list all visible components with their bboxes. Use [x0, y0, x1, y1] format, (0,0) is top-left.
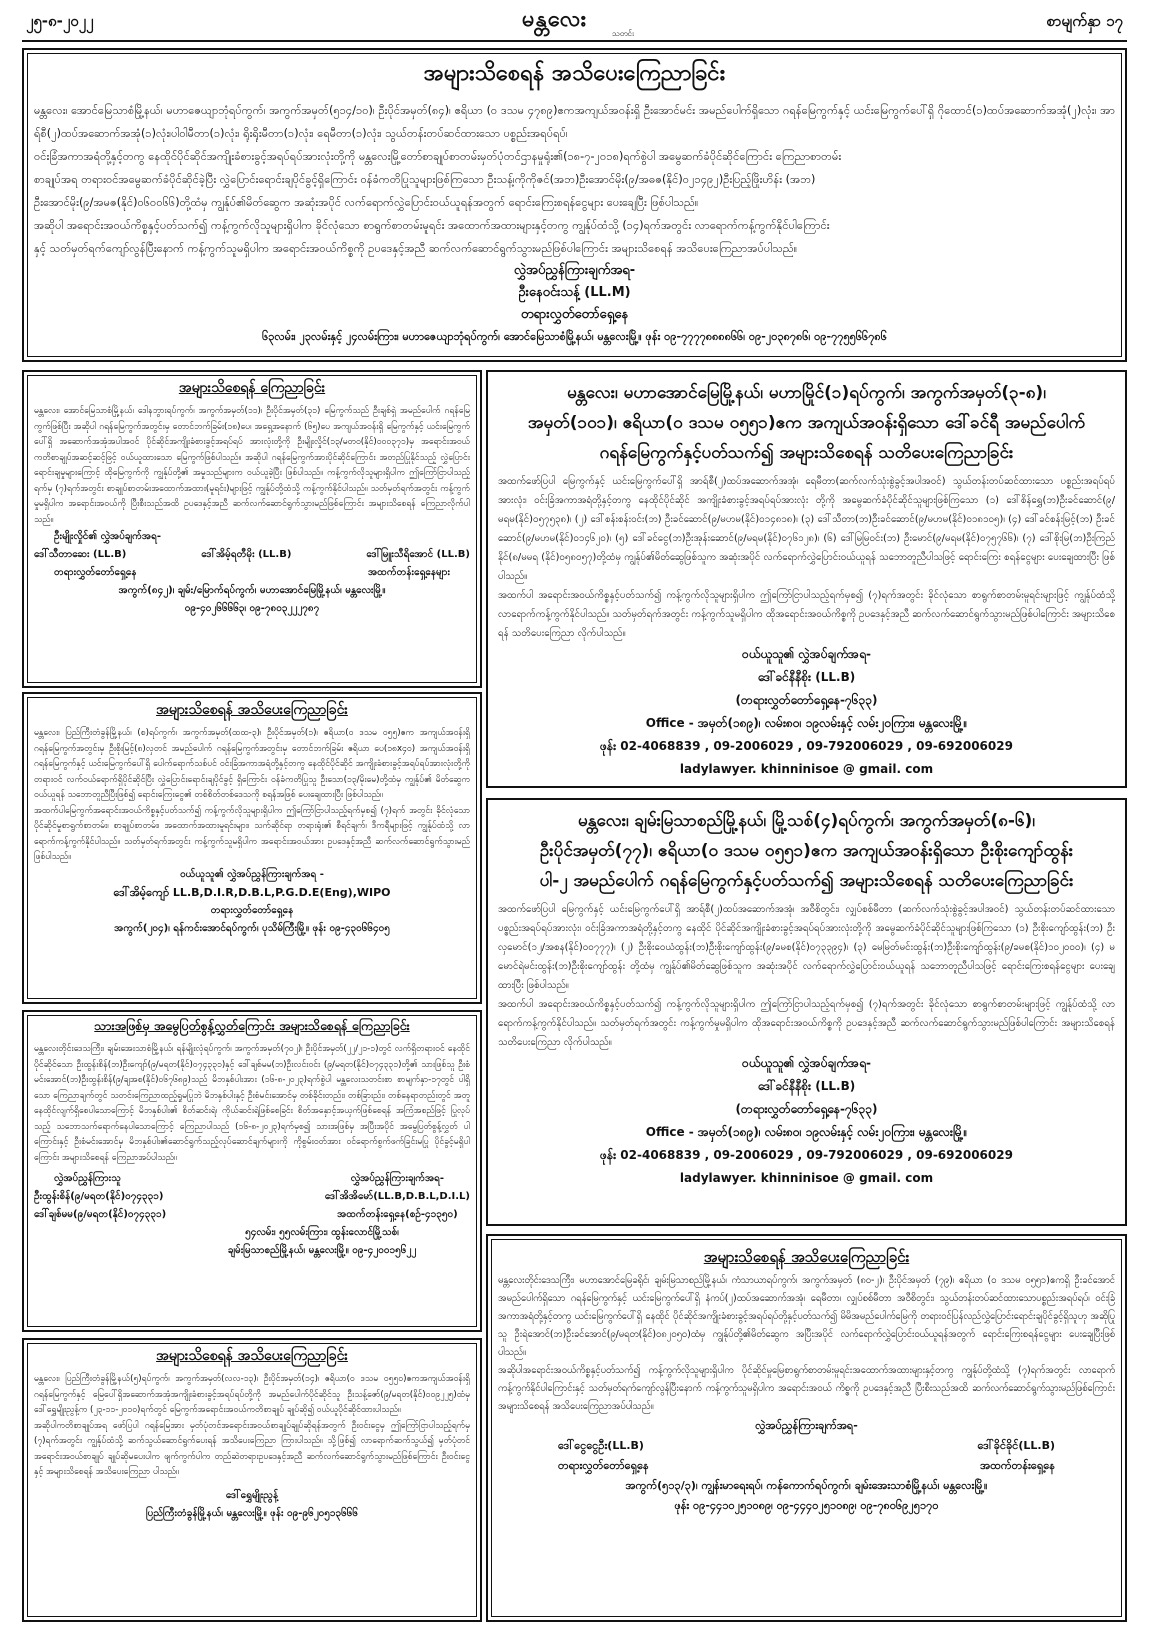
newspaper-logo-sub: သတင်း: [612, 29, 634, 38]
notice-paragraph: အဆိုပါအရောင်းအဝယ်ကိစ္စနှင့်ပတ်သက်၍ ကန့်ကွက်လိုသူများရှိပါက ပိုင်ဆိုင်မှုမြေစာရွက်စာတမ်းမူရင်းအထောက်အထားများနှင့်တကွ ကျွန်ုပ်တို့ထံသို့ (၇)ရက်အတွင်း လာရောက်ကန့်ကွက်နိုင်ပါကြောင်းနှင့် သတ်မှတ်ရက်ကျော်လွန်ပြီးနောက် ကန့်ကွက်သူမရှိပါက အရောင်းအဝယ် ကိစ္စကို ဥပဒေနှင့်အညီ ပြီးစီးသည်အထိ ဆက်လက်ဆောင်ရွက်သွားမည်ဖြစ်ကြောင်း အများသိစေရန် အသိပေးကြေညာအပ်ပါသည်။: [498, 1365, 1115, 1412]
notice-paragraph: မန္တလေး၊ အောင်မြေသာစံမြို့နယ်၊ မဟာဇေယျာဘုံရပ်ကွက်၊ အကွက်အမှတ်(၅၁၄/၁၀)၊ ဦးပိုင်အမှတ်(၈၄)၊ ဧရိယာ (၀ ဒသမ ၄၇၈၉)ဧကအကျယ်အဝန်းရှိ ဦးအောင်မင်း အမည်ပေါက်ရှိသော ဂရန်မြေကွက်နှင့် ယင်းမြေကွက်ပေါ်ရှိ ဂိုထောင်(၁)ထပ်အဆောက်အအုံ(၂)လုံး၊ အာရ်စီ(၂)ထပ်အဆောက်အအုံ(၁)လုံး၊ပါဝါမီတာ(၁)လုံး၊ ရိုးရိုးမီတာ(၁)လုံး၊ ရေမီတာ(၁)လုံး၊ သွယ်တန်းတပ်ဆင်ထားသော ပစ္စည်းအရပ်ရပ်၊: [34, 104, 1115, 140]
lawyer-title: အထက်တန်းရှေ့နေ(စဉ်-၄၁၃၅၀): [337, 1209, 458, 1220]
lawyer-address: အကွက်(၈၄၂)၊ ချမ်း/မြောက်ရပ်ကွက်၊ မဟာအောင်မြေမြို့နယ်၊ မန္တလေးမြို့။: [118, 585, 386, 596]
notice-title: အများသိစေရန် အသိပေးကြေညာခြင်း: [156, 702, 348, 718]
lawyer-title: တရားလွှတ်တော်ရှေ့နေ: [54, 567, 137, 578]
signer-label: လွှဲအပ်ညွှန်ကြားသူ: [54, 1173, 121, 1184]
notice-body: မန္တလေး၊ အောင်မြေသာစံမြို့နယ်၊ ဒေါနဘွားရပ်ကွက်၊ အကွက်အမှတ်(၁၁)၊ ဦးပိုင်အမှတ်(၃၁) မြေကွက်သည် ဦးချစ်ရှဲ အမည်ပေါက် ဂရန်မြေကွက်ဖြစ်ပြီး အဆိုပါ ဂရန်မြေကွက်အတွင်းမှ တောင်ဘက်ခြမ်း(၁၈)ပေ၊ အရှေ့အနောက် (၆၅)ပေ အကျယ်အဝန်းရှိ မြေကွက်နှင့် ယင်းမြေကွက်ပေါ်ရှိ အဆောက်အအုံအပါအဝင် ပိုင်ဆိုင်အကျိုးခံစားခွင့်အရပ်ရပ် အားလုံးတို့ကို ဦးမျိုးလှိုင်(၁၃/မတဝ(နိုင်)၀၀၀၃၇၁)မှ အရောင်းအဝယ်ကတိစာချုပ်အဆင့်ဆင့်ဖြင့် ဝယ်ယူထားသော မြေကွက်ဖြစ်ပါသည်။ အဆိုပါ ဂရန်မြေကွက်အားပိုင်ဆိုင်ကြောင်း အတည်ပြုနိုင်သည့် လွှဲပြောင်းရောင်းချမှုများကြောင့် ထိုမြေကွက်ကို ကျွန်ုပ်တို့၏ အမှုသည်များက ဝယ်ယူခဲ့ပြီး ဖြစ်ပါသည်။ ကန့်ကွက်လိုသူများရှိပါက ဤကြော်ငြာပါသည့်ရက်မှ (၇)ရက်အတွင်း စာချုပ်စာတမ်းအထောက်အထား(မူရင်း)များဖြင့် ကျွန်ုပ်တို့ထံသို့ ကန့်ကွက်နိုင်ပါသည်။ သတ်မှတ်ရက်အတွင်း ကန့်ကွက်မှုမရှိပါက အရောင်းအဝယ်ကို ပြီးစီးသည်အထိ ဥပဒေနှင့်အညီ ဆက်လက်ဆောင်ရွက်သွားမည်ဖြစ်ကြောင်း အများသိစေရန် ကြေညာလိုက်ပါသည်။: [34, 406, 470, 525]
lawyer-phone: ၀၉-၄၀၂၆၆၆၆၃၊ ၀၉-၇၈၀၃၂၂၂၇၈၇: [184, 603, 320, 614]
notice-announcement-3: [22, 692, 482, 1004]
lawyer-names-row: [34, 546, 470, 564]
notice-body: မန္တလေးတိုင်းဒေသကြီး၊ ချမ်းအေးသာစံမြို့နယ်၊ ရန်မျိုးလုံရပ်ကွက်၊ အကွက်အမှတ်(၇၀၂)၊ ဦးပိုင်အမှတ်(၂၂/၂၁-၁)တွင် လက်ရှိတရားဝင် နေထိုင်ပိုင်ဆိုင်သော ဦးထွန်းစိန်(ဘ)ဦးကျော်(၉/မရတ(နိုင်)၀၇၄၃၃၁)နှင့် ဒေါ်ချစ်မမ(ဘ)ဦးလင်းဝင်း (၉/မရတ(နိုင်)၀၇၄၃၃၁)တို့၏ သားဖြစ်သူ ဦးစံမင်းအောင်(ဘ)ဦးထွန်းစိန်(၉/ချအစ(နိုင်)၀၆၇၆၈၉)သည် မိဘနှစ်ပါးအား (၁၆-၈-၂၀၂၃)ရက်စွဲပါ မန္တလေးသတင်းစာ စာမျက်နှာ-၁၇တွင် ပါရှိသော ကြေညာချက်တွင် သတင်းကြေညာထည့်ရှုမပြုဘဲ မိဘနှစ်ပါးနှင့် ဦးစံမင်းအောင်မှ တစ်ခိုင်းတည်း၊ တစ်ခြားည်း၊ တစ်နေရာတည်းတွင် အတူနေထိုင်လျက်ရှိစေပါသောကြောင့် မိဘနှစ်ပါး၏ စိတ်ဆင်းရဲ၊ ကိုယ်ဆင်းရဲဖြစ်စေခြင်း စိတ်အနှောင့်အယှက်ဖြစ်စေရန် အကြံအစည်ဖြင့် ပြုလုပ်သည့် သဘောသက်ရောက်နေပါသောကြောင့် ကြေညာပါသည် (၁၆-၈-၂၀၂၃)ရက်မှစ၍ သားအဖြစ်မှ အပြီးအပိုင် အမွေပြတ်စွန့်လွှတ် ပါကြောင်းနှင့် ဦးစံမင်းအောင်မှ မိဘနှစ်ပါး၏ဆောင်ရွက်သည့်လုပ်ဆောင်ချက်များကို ကိုစွမ်းဝတ်အား ဝင်ရောက်စွက်ဖက်ခြင်းမပြု ပိုင်ခွင့်မရှိပါကြောင်း အများသိစေရန် ကြေညာအပ်ပါသည်။: [34, 1044, 470, 1163]
lawyer-name: ဒေါ်ခင်နီနီစိုး (LL.B): [757, 670, 856, 684]
lawyer-name: ဒေါ်ခင်နီနီစိုး (LL.B): [757, 1079, 856, 1093]
notice-title: အများသိစေရန် အသိပေးကြေညာခြင်း: [703, 1248, 910, 1266]
notice-paragraph: မန္တလေး၊ ပြည်ကြီးတံခွန်မြို့နယ်(၅)ရပ်ကွက်၊ အကွက်အမှတ်(လလ-၁၃)၊ ဦးပိုင်အမှတ်(၁၄)၊ ဧရိယာ(၀ ဒသမ ၀၅၅၀)ဧကအကျယ်အဝန်းရှိ ဂရန်မြေကွက်နှင့် မြေပေါ်ရှိအဆောက်အအုံအကျိုးခံစားခွင့်အရပ်ရပ်တို့ကို အမည်ပေါက်ပိုင်ဆိုင်သူ ဦးသန့်ဇော်(၉/မရတ(နိုင်)၀၀၉၂၂၅)ထံမှ ဒေါ်ရွှေမျိုးညွန့်က (၂၃-၁၁-၂၀၁၀)ရက်တွင် မြေကွက်အရောင်းအဝယ်ကတိစာချုပ် ချုပ်ဆို၍ ဝယ်ယူပိုင်ဆိုင်ထားပါသည်။: [34, 1374, 470, 1415]
lawyer-title: (တရားလွှတ်တော်ရှေ့နေ-၇၆၃၃): [735, 1102, 878, 1116]
signature-row: [34, 1170, 470, 1224]
signature-block: [34, 528, 470, 618]
signature-block: [34, 1170, 470, 1260]
notice-title-line: မန္တလေး၊ ချမ်းမြသာစည်မြို့နယ်၊ မြို့သစ်(၄)ရပ်ကွက်၊ အကွက်အမှတ်(၈-၆)၊: [578, 811, 1035, 831]
notice-body: [498, 1272, 1115, 1416]
signer-name: ဦးထွန်းစိန်(၉/မရတ(နိုင်)၀၇၄၃၃၁): [34, 1191, 164, 1202]
notice-body: [498, 472, 1115, 643]
notice-announcement-8: [486, 1234, 1127, 1622]
signer-address: ပြည်ကြီးတံခွန်မြို့နယ်၊ မန္တလေးမြို့။ ဖုန်း ၀၉-၉၆၂၀၅၁၃၆၆၆: [146, 1507, 358, 1519]
page-number: စာမျက်နှာ ၁၇: [1046, 12, 1123, 30]
lawyer-name: ဒေါ်အိအိမော်(LL.B,D.B.L,D.I.L): [324, 1191, 470, 1202]
notice-title-line: ဦးပိုင်အမှတ်(၇၇)၊ ဧရိယာ(၀ ဒသမ ၀၅၅၁)ဧက အကျယ်အဝန်းရှိသော ဦးစိုးကျော်ထွန်း: [539, 841, 1074, 861]
notice-title: အများသိစေရန် ကြေညာခြင်း: [178, 380, 326, 396]
lawyer-office: Office - အမှတ်(၁၈၉)၊ လမ်း၈၀၊ ၁၉လမ်းနှင့် လမ်း၂၀ကြား၊ မန္တလေးမြို့။: [645, 1125, 968, 1139]
lawyer-title: တရားလွှတ်တော်ရှေ့နေ: [210, 904, 294, 916]
signer-name: ဒေါ်ရွှေမျိုးညွန့်: [225, 1489, 279, 1501]
signature-block: [34, 1487, 470, 1523]
signer-right: [325, 1170, 470, 1224]
signature-block: [498, 643, 1115, 781]
notice-body: [34, 99, 1115, 260]
signature-block: [34, 866, 470, 938]
signature-line: လွှဲအပ်ညွှန်ကြားချက်အရ-: [755, 1419, 858, 1432]
lawyer-phone: ဖုန်း ၀၉-၄၄၁၀၂၅၁၀၈၉၊ ၀၉-၄၄၄၀၂၅၁၀၈၉၊ ၀၉-၇၈၀၆၉၂၅၁၇၀: [674, 1499, 939, 1512]
lawyer-title: အထက်တန်းရှေ့နေ: [980, 1459, 1055, 1472]
lawyer-address: ၆၃လမ်း၊ ၂၃လမ်းနှင့် ၂၄လမ်းကြား၊ မဟာဇေယျာဘုံရပ်ကွက်၊ အောင်မြေသာစံမြို့နယ်၊ မန္တလေးမြို့။ ဖုန်း ၀၉-၇၇၇၇၈၈၈၈၆၆၊ ၀၉-၂၀၃၈၇၈၆၊ ၀၉-၇၇၅၅၆၆၇၈၆: [262, 330, 887, 343]
lawyer-roles-row: [34, 564, 470, 582]
issue-date: ၂၅-၈-၂၀၂၂: [26, 12, 94, 30]
notice-paragraph: အဆိုပါကတိစာချုပ်အရ ဖော်ပြပါ ဂရန်မြေအား မှတ်ပုံတင်အရောင်းအဝယ်စာချုပ်ချုပ်ဆိုရန်အတွက် ဦးဝင်းငွေမှ ဤကြော်ငြာပါသည့်ရက်မှ (၇)ရက်အတွင်း ကျွန်ုပ်ထံသို့ ဆက်သွယ်ဆောင်ရွက်ပေးရန် အသိပေးကြေညာ ကြားပါသည်။ သို့ဖြစ်၍ လာရောက်ဆက်သွယ်၍ မှတ်ပုံတင်အရောင်းအဝယ်စာချုပ် ချုပ်ဆိုမပေးပါက ဖျက်ကွက်ပါက တည်ဆဲတရားဥပဒေနှင့်အညီ ဆက်လက်ဆောင်ရွက်သွားမည်ဖြစ်ကြောင်း ဦးဝင်းငွေနှင့် အများသိစေရန် အသိပေးကြေညာ ပါသည်။: [34, 1420, 470, 1477]
lawyer-address: ၅၄လမ်း၊ ၅၅လမ်းကြား၊ ထွန်းလောင်မြို့သစ်၊: [245, 1227, 399, 1238]
notice-body: [34, 1372, 470, 1481]
signature-line: ဝယ်ယူသူ၏ လွှဲအပ်ချက်အရ-: [742, 1056, 871, 1070]
notice-paragraph: မန္တလေး၊ ပြည်ကြီးတံခွန်မြို့နယ်၊ (စ)ရပ်ကွက်၊ အကွက်အမှတ်(ထထ-၃)၊ ဦးပိုင်အမှတ်(၁)၊ ဧရိယာ(၀ ဒသမ ၀၅၅)ဧက အကျယ်အဝန်းရှိ ဂရန်မြေကွက်အတွင်းမှ ဦးစိုးမြင့်(၈)လှတင် အမည်ပေါက် ဂရန်မြေကွက်အတွင်းမှ တောင်ဘက်ခြမ်း ဧရိယာ ပေ(၁၈x၄၀) အကျယ်အဝန်းရှိ ဂရန်မြေကွက်နှင့် ယင်းမြေကွက်ပေါ်ရှိ ပေါက်ရောက်သစ်ပင် ဝင်းခြံအကာအရံတို့နှင့်တကွ နေထိုင်ပိုင်ဆိုင် အကျိုးခံစားခွင့်အရပ်ရပ်အားလုံးတို့ကို တရားဝင် လက်ဝယ်ရောက်ရှိပိုင်ဆိုင်ပြီး လွှဲပြောင်းရောင်းချပိုင်ခွင့် ရှိကြောင်း ဝန်ခံကတိပြုသူ ဦးသော(၁၃/မိုးမေ)တို့ထံမှ ကျွန်ုပ်၏ မိတ်ဆွေက ဝယ်ယူရန် သဘောတူညီပြီးဖြစ်၍ ရောင်းကြေးငွေ၏ တစ်စိတ်တစ်ဒေသကို စရန်အဖြစ် ပေးချေထားပြီး ဖြစ်ပါသည်။: [34, 728, 470, 800]
notice-warning-6: [486, 370, 1127, 788]
lawyer-roles-row: [498, 1456, 1115, 1476]
notice-warning-7: [486, 798, 1127, 1226]
signer-left: [34, 1170, 166, 1224]
notice-paragraph: စာချုပ်အရ တရားဝင်အမွေဆက်ခံပိုင်ဆိုင်ခဲ့ပြီး လွှဲပြောင်းရောင်းချပိုင်ခွင့်ရှိကြောင်း ဝန်ခံကတိပြုသူများဖြစ်ကြသော ဦးသန့်၊ကိုကိုဇင်(အဘ)ဦးအောင်မိုး(၉/အဓဇ(နိုင်)၀၂၁၄၉၂)ဦးပြည့်ဖြိုးဟိန်း (အဘ): [34, 173, 816, 186]
lawyer-phone: ဖုန်း 02-4068839 , 09-2006029 , 09-792006029 , 09-692006029: [600, 1148, 1013, 1162]
notice-announcement-2: [22, 370, 482, 688]
notice-title-line: ပါ-၂ အမည်ပေါက် ဂရန်မြေကွက်နှင့်ပတ်သက်၍ အများသိစေရန် သတိပေးကြေညာခြင်း: [539, 871, 1074, 891]
signer-label: လွှဲအပ်ညွှန်ကြားချက်အရ-: [350, 1173, 445, 1184]
notice-title-line: အမှတ်(၁၀၁)၊ ဧရိယာ(၀ ဒသမ ၀၅၅၁)ဧက အကျယ်အဝန်းရှိသော ဒေါ်ခင်ရီ အမည်ပေါက်: [527, 413, 1086, 433]
signature-block: [498, 1416, 1115, 1516]
lawyer-email: ladylawyer. khinninisoe @ gmail. com: [679, 1171, 934, 1185]
notice-title-line: မန္တလေး၊ မဟာအောင်မြေမြို့နယ်၊ မဟာမြိုင်(၁)ရပ်ကွက်၊ အကွက်အမှတ်(၃-၈)၊: [567, 383, 1046, 403]
lawyer-address: အကွက်(၅၁၃/၃)၊ ကျွန်းမာရေးရပ်၊ ကန်ကောက်ရပ်ကွက်၊ ချမ်းအေးသာစံမြို့နယ်၊ မန္တလေးမြို့။: [625, 1479, 988, 1492]
lawyer-name: ဒေါ်အိမ့်ရတီမိုး (LL.B): [201, 549, 292, 560]
masthead: [22, 4, 1127, 42]
lawyer-address: အကွက်(၂၀၄)၊ ရန်ကင်းအောင်ရပ်ကွက်၊ ပုသိမ်ကြီးမြို့။ ဖုန်း ၀၉-၄၃၀၆၆၄၀၅: [114, 922, 390, 934]
notice-paragraph: အထက်ပါမြေကွက်အရောင်းအဝယ်ကိစ္စနှင့်ပတ်သက်၍ ကန့်ကွက်လိုသူများရှိပါက ဤကြော်ငြာပါသည့်ရက်မှစ၍ (၇)ရက် အတွင်း ခိုင်လုံသောပိုင်ဆိုင်မှုစာရွက်စာတမ်း၊ စာချုပ်စာတမ်း၊ အထောက်အထားမူရင်းများ၊ သက်ဆိုင်ရာ တရားရုံး၏ စီရင်ချက်၊ ဒီကရီများဖြင့် ကျွန်ုပ်ထံသို့ လာရောက်ကန့်ကွက်နိုင်ပါသည်။ သတ်မှတ်ရက်အတွင်း ကန့်ကွက်သူမရှိပါက အရောင်းအဝယ်အား ဥပဒေနှင့်အညီ ဆက်လက်ဆောင်ရွက်သွားမည်ဖြစ်ပါသည်။: [34, 805, 470, 862]
notice-paragraph: ဝင်းခြံအကာအရံတို့နှင့်တကွ နေထိုင်ပိုင်ဆိုင်အကျိုးခံစားခွင့်အရပ်ရပ်အားလုံးတို့ကို မန္တလေးမြို့တော်စာချုပ်စာတမ်းမှတ်ပုံတင်ဌာနမှုရုံး၏(၁၈-၇-၂၀၁၈)ရက်စွဲပါ အမွေဆက်ခံပိုင်ဆိုင်ကြောင်း ကြေညာစာတမ်း: [34, 150, 842, 163]
notice-public-announcement-1: [22, 48, 1127, 362]
signature-line: ဦးမျိုးလှိုင်၏ လွှဲအပ်ချက်အရ-: [54, 531, 161, 542]
signature-line: လွှဲအပ်ညွှန်ကြားချက်အရ-: [513, 263, 636, 278]
lawyer-name: ဒေါ်ခိုင်ခိုင်(LL.B): [977, 1439, 1055, 1452]
newspaper-logo: မန္တလေး: [522, 7, 588, 32]
signature-block: [498, 1052, 1115, 1190]
notice-paragraph: နှင့် သတ်မှတ်ရက်ကျော်လွန်ပြီးနောက် ကန့်ကွက်သူမရှိပါက အရောင်းအဝယ်ကိစ္စကို ဥပဒေနှင့်အညီ ဆက်လက်ဆောင်ရွက်သွားမည်ဖြစ်ပါကြောင်း အများသိစေရန် အသိပေးကြေညာအပ်ပါသည်။: [34, 242, 798, 255]
notice-body: [34, 726, 470, 866]
notice-paragraph: အထက်ဖော်ပြပါ မြေကွက်နှင့် ယင်းမြေကွက်ပေါ်ရှိ အာရ်စီ(၂)ထပ်အဆောက်အအုံ၊ အဝီစိတွင်း၊ လျှပ်စစ်မီတာ (ဆက်လက်သုံးစွဲခွင့်အပါအဝင်) သွယ်တန်းတပ်ဆင်ထားသော ပစ္စည်းအရပ်ရပ်အားလုံး၊ ဝင်းခြံအကာအရံတို့နှင့်တကွ နေထိုင် ပိုင်ဆိုင်အကျိုးခံစားခွင့်အရပ်ရပ်အားလုံးတို့ကို အမွေဆက်ခံပိုင်ဆိုင်သူများဖြစ်ကြသော (၁) ဦးစိုးကျော်ထွန်း(ဘ) ဦးလှမောင်(၁၂/အစန(နိုင်)၀၀၇၇၇)၊ (၂) ဦးစိုးဝေယံထွန်း(ဘ)ဦးစိုးကျော်ထွန်း(၉/ခမစ(နိုင်)၀၇၃၃၉၄)၊ (၃) မေမြတ်မင်းထွန်း(ဘ)ဦးစိုးကျော်ထွန်း(၉/ခမစ(နိုင်)၁၀၂၀၀၀)၊ (၄) မမောင်ရဲမင်းထွန်း(ဘ)ဦးစိုးကျော်ထွန်း တို့ထံမှ ကျွန်ုပ်၏မိတ်ဆွေဖြစ်သူက အဆုံးအပိုင် လက်ရောက်လွှဲပြောင်းဝယ်ယူရန် သဘောတူညီပါသဖြင့် ရောင်းကြေးစရန်ငွေများ ပေးချေထားပြီး ဖြစ်ပါသည်။: [498, 904, 1115, 991]
notice-paragraph: မန္တလေးတိုင်းဒေသကြီး၊ မဟာအောင်မြေခရိုင်၊ ချမ်းမြသာစည်မြို့နယ်၊ ကံသာယာရပ်ကွက်၊ အကွက်အမှတ် (၈၀-၂)၊ ဦးပိုင်အမှတ် (၇၉)၊ ဧရိယာ (၀ ဒသမ ၀၅၅၁)ဧကရှိ ဦးခင်အောင် အမည်ပေါက်ရှိသော ဂရန်မြေကွက်နှင့် ယင်းမြေကွက်ပေါ်ရှိ နံကပ်(၂)ထပ်အဆောက်အအုံ၊ ရေမီတာ၊ လျှပ်စစ်မီတာ အဝီစိတွင်း၊ သွယ်တန်းတပ်ဆင်ထားသောပစ္စည်းအရပ်ရပ်၊ ဝင်းခြံအကာအရံတို့နှင့်တကွ ယင်းမြေကွက်ပေါ်ရှိ နေထိုင် ပိုင်ဆိုင်အကျိုးခံစားခွင့်အရပ်ရပ်တို့နှင့်ပတ်သက်၍ မိမိအမည်ပေါက်မြေကို တရားဝင်ပြန်လည်လွှဲပြောင်းရောင်းချပိုင်ခွင့်ရှိသူဟု အဆိုပြုသူ ဦးရဲအောင်(ဘ)ဦးခင်အောင်(၉/မရတ(နိုင်)၀၈၂၀၅၀)ထံမှ ကျွန်ုပ်တို့၏မိတ်ဆွေက အပြီးအပိုင် လက်ရောက်လွှဲပြောင်းဝယ်ယူရန်အတွက် ရောင်းကြေးစရန်ငွေများ ပေးချေပြီးဖြစ်ပါသည်။: [498, 1275, 1115, 1358]
notice-paragraph: အထက်ပါ အရောင်းအဝယ်ကိစ္စနှင့်ပတ်သက်၍ ကန့်ကွက်လိုသူများရှိပါက ဤကြော်ငြာပါသည့်ရက်မှစ၍ (၇)ရက်အတွင်း ခိုင်လုံသော စာရွက်စာတမ်းများဖြင့် ကျွန်ုပ်ထံသို့ လာရောက်ကန့်ကွက်နိုင်ပါသည်။ သတ်မှတ်ရက်အတွင်း ကန့်ကွက်မှုမရှိပါက ထိုအရောင်းအဝယ်ကိစ္စကို ဥပဒေနှင့်အညီ ဆက်လက်ဆောင်ရွက်သွားမည်ဖြစ်ပါကြောင်း အများသိစေရန် သတိပေးကြေညာ လိုက်ပါသည်။: [498, 999, 1115, 1048]
signature-line: ဝယ်ယူသူ၏ လွှဲအပ်ညွှန်ကြားချက်အရ -: [180, 868, 324, 880]
lawyer-name: ဒေါ်ငွေငွေဦး(LL.B): [558, 1439, 644, 1452]
lawyer-title: (တရားလွှတ်တော်ရှေ့နေ-၇၆၃၃): [735, 693, 878, 707]
lawyer-title: အထက်တန်းရှေ့နေများ: [367, 567, 450, 578]
notice-body: [498, 900, 1115, 1052]
notice-announcement-5: [22, 1338, 482, 1622]
notice-disinheritance: [22, 1010, 482, 1332]
signature-block: [34, 260, 1115, 348]
lawyer-address: ချမ်းမြသာစည်မြို့နယ်၊ မန္တလေးမြို့။ ၀၉-၄၂၀၀၁၅၆၂၂: [227, 1245, 417, 1256]
lawyer-title: တရားလွှတ်တော်ရှေ့နေ: [520, 307, 629, 322]
notice-paragraph: အထက်ဖော်ပြပါ မြေကွက်နှင့် ယင်းမြေကွက်ပေါ်ရှိ အာရ်စီ(၂)ထပ်အဆောက်အအုံ၊ ရေမီတာ(ဆက်လက်သုံးစွဲခွင့်အပါအဝင်) သွယ်တန်းတပ်ဆင်ထားသော ပစ္စည်းအရပ်ရပ်အားလုံး၊ ဝင်းခြံအကာအရံတို့နှင့်တကွ နေထိုင်ပိုင်ဆိုင် အကျိုးခံစားခွင့်အရပ်ရပ်အားလုံး တို့ကို အမွေဆက်ခံပိုင်ဆိုင်သူများဖြစ်ကြသော (၁) ဒေါ်စိန်ရွှေ(ဘ)ဦးခင်ဆောင်(၉/မရမ(နိုင်)၀၅၇၅၃၈)၊ (၂) ဒေါ်စန်းစန်းဝင်း(ဘ) ဦးခင်ဆောင်(၉/မဟမ(နိုင်)၀၁၄၈၁၈)၊ (၃) ဒေါ်သီတာ(ဘ)ဦးခင်ဆောင်(၉/မဟမ(နိုင်)၀၁၈၁၀၅)၊ (၄) ဒေါ်ခင်စန်းမြင့်(ဘ) ဦးခင်ဆောင်(၉/မဟမ(နိုင်)၀၁၄၆၂၀)၊ (၅) ဒေါ်ခင်ငွေ(ဘ)ဦးအုန်းဆောင်(၉/မရမ(နိုင်)၀၇၆၁၂၈)၊ (၆) ဒေါ်မြမြဝင်း(ဘ) ဦးမောင်(၉/မရမ(နိုင်)၀၇၅၇၆၆)၊ (၇) ဒေါ်စိုးမြ(ဘ)ဦးကြည်နိုင်(၈/မမရ (နိုင်)၀၅၈၀၅၇)တို့ထံမှ ကျွန်ုပ်၏မိတ်ဆွေဖြစ်သူက အဆုံးအပိုင် လက်ရောက်လွှဲပြောင်းဝယ်ယူရန် သဘောတူညီပါသဖြင့် ရောင်းကြေး စရန်ငွေများ ပေးချေထားပြီး ဖြစ်ပါသည်။: [498, 476, 1115, 582]
lawyer-office: Office - အမှတ်(၁၈၉)၊ လမ်း၈၀၊ ၁၉လမ်းနှင့် လမ်း၂၀ကြား၊ မန္တလေးမြို့။: [645, 716, 968, 730]
notice-title: သားအဖြစ်မှ အမွေပြတ်စွန့်လွှတ်ကြောင်း အများသိစေရန် ကြေညာခြင်း: [94, 1018, 410, 1033]
lawyer-email: ladylawyer. khinninisoe @ gmail. com: [679, 762, 934, 776]
lawyer-name: ဒေါ်အိမ့်ကျော် LL.B,D.I.R,D.B.L,P.G.D.E(Eng),WIPO: [113, 885, 391, 899]
signature-line: ဝယ်ယူသူ၏ လွှဲအပ်ချက်အရ-: [742, 647, 871, 661]
lawyer-phone: ဖုန်း 02-4068839 , 09-2006029 , 09-792006029 , 09-692006029: [600, 739, 1013, 753]
notice-title: အများသိစေရန် အသိပေးကြေညာခြင်း: [156, 1348, 348, 1364]
notice-paragraph: ဦးအောင်မိုး(၉/အမဇ(နိုင်)၀၆၀၀၆၆)တို့ထံမှ ကျွန်ုပ်၏မိတ်ဆွေက အဆုံးအပိုင် လက်ရောက်လွှဲပြောင်းဝယ်ယူရန်အတွက် ရောင်းကြေးစရန်ငွေများ ပေးချေပြီး ဖြစ်ပါသည်။: [34, 196, 699, 209]
notice-title-line: ဂရန်မြေကွက်နှင့်ပတ်သက်၍ အများသိစေရန် သတိပေးကြေညာခြင်း: [599, 443, 1014, 463]
notice-paragraph: အဆိုပါ အရောင်းအဝယ်ကိစ္စနှင့်ပတ်သက်၍ ကန့်ကွက်လိုသူများရှိပါက ခိုင်လုံသော စာရွက်စာတမ်းမူရင်း အထောက်အထားများနှင့်တကွ ကျွန်ုပ်ထံသို့ (၁၄)ရက်အတွင်း လာရောက်ကန့်ကွက်နိုင်ပါကြောင်း: [34, 219, 830, 232]
lawyer-names-row: [498, 1436, 1115, 1456]
notice-paragraph: အထက်ပါ အရောင်းအဝယ်ကိစ္စနှင့်ပတ်သက်၍ ကန့်ကွက်လိုသူများရှိပါက ဤကြော်ငြာပါသည့်ရက်မှစ၍ (၇)ရက်အတွင်း ခိုင်လုံသော စာရွက်စာတမ်းမူရင်းများဖြင့် ကျွန်ုပ်ထံသို့ လာရောက်ကန့်ကွက်နိုင်ပါသည်။ သတ်မှတ်ရက်အတွင်း ကန့်ကွက်သူမရှိပါက ထိုအရောင်းအဝယ်ကိစ္စကို ဥပဒေနှင့်အညီ ဆက်လက်ဆောင်ရွက်သွားမည်ဖြစ်ပါကြောင်း အများသိစေရန် သတိပေးကြေညာ လိုက်ပါသည်။: [498, 590, 1115, 639]
notice-title: အများသိစေရန် အသိပေးကြေညာခြင်း: [423, 61, 726, 86]
lawyer-title: တရားလွှတ်တော်ရှေ့နေ: [558, 1459, 649, 1472]
lawyer-name: ဦးနေဝင်းသန့် (LL.M): [518, 285, 631, 300]
lawyer-name: ဒေါ်သီတာဆေး (LL.B): [34, 549, 127, 560]
signer-name: ဒေါ်ချစ်မမ(၉/မရတ(နိုင်)၀၇၄၃၃၁): [34, 1209, 167, 1220]
lawyer-name: ဒေါ်မြူးသီရိအောင် (LL.B): [366, 549, 470, 560]
